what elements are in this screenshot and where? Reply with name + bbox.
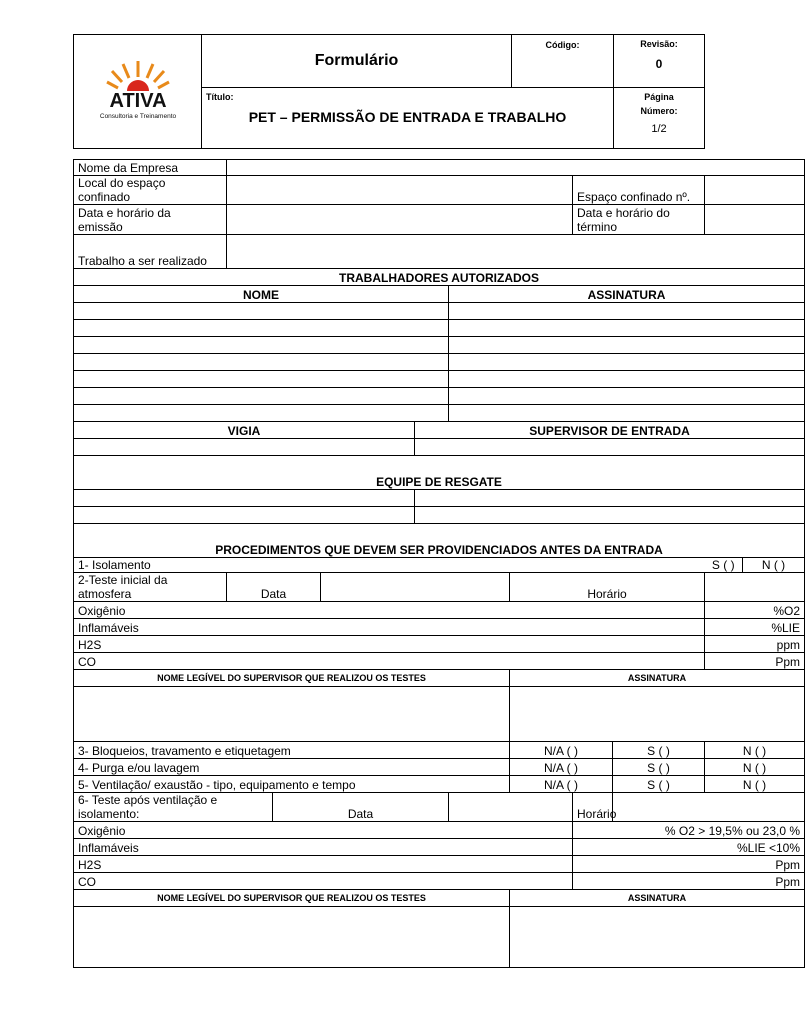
titulo-label: Título: <box>206 92 234 102</box>
bloqueios-n[interactable]: N ( ) <box>705 742 805 759</box>
spacer <box>74 524 805 541</box>
oxigenio-unit[interactable]: %O2 <box>705 602 805 619</box>
document-title: PET – PERMISSÃO DE ENTRADA E TRABALHO <box>248 109 567 125</box>
h2s-unit[interactable]: ppm <box>705 636 805 653</box>
ventilacao-na[interactable]: N/A ( ) <box>510 776 613 793</box>
h2s2-label: H2S <box>74 856 573 873</box>
bloqueios-label: 3- Bloqueios, travamento e etiquetagem <box>74 742 510 759</box>
vigia-field[interactable] <box>74 439 415 456</box>
assinatura-header: ASSINATURA <box>510 670 805 687</box>
isolamento-label: 1- Isolamento <box>74 558 705 573</box>
pagina-label: Página <box>644 92 674 102</box>
ventilacao-s[interactable]: S ( ) <box>613 776 705 793</box>
teste-apos-horario-label: Horário <box>573 793 613 822</box>
assinatura-field[interactable] <box>510 687 805 742</box>
termino-label: Data e horário do término <box>573 205 705 235</box>
assinatura2-header: ASSINATURA <box>510 890 805 907</box>
nome-supervisor2-field[interactable] <box>74 907 510 968</box>
oxigenio2-label: Oxigênio <box>74 822 573 839</box>
co2-label: CO <box>74 873 573 890</box>
trabalhador-nome-field[interactable] <box>74 405 449 422</box>
svg-text:ATIVA: ATIVA <box>108 90 167 112</box>
spacer <box>74 456 805 473</box>
oxigenio-label: Oxigênio <box>74 602 705 619</box>
empresa-label: Nome da Empresa <box>74 160 227 176</box>
procedimentos-title: PROCEDIMENTOS QUE DEVEM SER PROVIDENCIADOS ANTES DA ENTRADA <box>74 541 805 558</box>
inflamaveis2-limit[interactable]: %LIE <10% <box>573 839 805 856</box>
trabalhador-nome-field[interactable] <box>74 354 449 371</box>
logo-cell <box>74 35 202 149</box>
trabalhador-assinatura-field[interactable] <box>449 405 805 422</box>
revisao-label: Revisão: <box>640 39 678 49</box>
col-assinatura: ASSINATURA <box>449 286 805 303</box>
supervisor-field[interactable] <box>415 439 805 456</box>
pet-form <box>73 159 805 968</box>
trabalhador-assinatura-field[interactable] <box>449 354 805 371</box>
resgate-field[interactable] <box>415 490 805 507</box>
teste-inicial-horario-field[interactable] <box>705 573 805 602</box>
purga-label: 4- Purga e/ou lavagem <box>74 759 510 776</box>
emissao-label: Data e horário da emissão <box>74 205 227 235</box>
col-nome: NOME <box>74 286 449 303</box>
trabalhador-nome-field[interactable] <box>74 303 449 320</box>
equipe-title: EQUIPE DE RESGATE <box>74 473 805 490</box>
teste-inicial-horario-label: Horário <box>510 573 705 602</box>
purga-na[interactable]: N/A ( ) <box>510 759 613 776</box>
teste-apos-horario-field[interactable] <box>613 793 805 822</box>
purga-n[interactable]: N ( ) <box>705 759 805 776</box>
form-title: Formulário <box>202 35 512 88</box>
resgate-field[interactable] <box>74 490 415 507</box>
pagina-value: 1/2 <box>651 123 667 135</box>
teste-inicial-label: 2-Teste inicial da atmosfera <box>74 573 227 602</box>
co2-unit[interactable]: Ppm <box>573 873 805 890</box>
ventilacao-label: 5- Ventilação/ exaustão - tipo, equipamento e tempo <box>74 776 510 793</box>
assinatura2-field[interactable] <box>510 907 805 968</box>
espaco-no-label: Espaço confinado nº. <box>573 176 705 205</box>
nome-supervisor-header: NOME LEGÍVEL DO SUPERVISOR QUE REALIZOU OS TESTES <box>74 670 510 687</box>
nome-supervisor-field[interactable] <box>74 687 510 742</box>
inflamaveis2-label: Inflamáveis <box>74 839 573 856</box>
teste-apos-data-label: Data <box>273 793 449 822</box>
ventilacao-n[interactable]: N ( ) <box>705 776 805 793</box>
trabalhador-nome-field[interactable] <box>74 320 449 337</box>
supervisor-header: SUPERVISOR DE ENTRADA <box>415 422 805 439</box>
teste-inicial-data-field[interactable] <box>321 573 510 602</box>
bloqueios-na[interactable]: N/A ( ) <box>510 742 613 759</box>
resgate-field[interactable] <box>74 507 415 524</box>
trabalhador-assinatura-field[interactable] <box>449 388 805 405</box>
h2s-label: H2S <box>74 636 705 653</box>
isolamento-s[interactable]: S ( ) <box>705 558 743 573</box>
trabalho-label: Trabalho a ser realizado <box>74 235 227 269</box>
termino-field[interactable] <box>705 205 805 235</box>
trabalho-field[interactable] <box>227 235 805 269</box>
ativa-logo-icon <box>83 55 193 125</box>
co-label: CO <box>74 653 705 670</box>
isolamento-n[interactable]: N ( ) <box>743 558 805 573</box>
trabalhador-assinatura-field[interactable] <box>449 320 805 337</box>
inflamaveis-label: Inflamáveis <box>74 619 705 636</box>
h2s2-unit[interactable]: Ppm <box>573 856 805 873</box>
bloqueios-s[interactable]: S ( ) <box>613 742 705 759</box>
oxigenio2-limit[interactable]: % O2 > 19,5% ou 23,0 % <box>573 822 805 839</box>
nome-supervisor2-header: NOME LEGÍVEL DO SUPERVISOR QUE REALIZOU OS TESTES <box>74 890 510 907</box>
trabalhadores-title: TRABALHADORES AUTORIZADOS <box>74 269 805 286</box>
trabalhador-assinatura-field[interactable] <box>449 337 805 354</box>
resgate-field[interactable] <box>415 507 805 524</box>
co-unit[interactable]: Ppm <box>705 653 805 670</box>
revisao-value: 0 <box>655 57 663 71</box>
local-field[interactable] <box>227 176 573 205</box>
teste-inicial-data-label: Data <box>227 573 321 602</box>
local-label: Local do espaço confinado <box>74 176 227 205</box>
trabalhador-nome-field[interactable] <box>74 371 449 388</box>
inflamaveis-unit[interactable]: %LIE <box>705 619 805 636</box>
header-table: ATIVA Consultoria e Treinamento Formulário Código: Revisão: 0 Título: PET – PERMISSÃO DE ENTRADA E TRABALHO Página Número: 1/2 <box>73 34 705 149</box>
trabalhador-nome-field[interactable] <box>74 388 449 405</box>
trabalhador-nome-field[interactable] <box>74 337 449 354</box>
trabalhador-assinatura-field[interactable] <box>449 303 805 320</box>
purga-s[interactable]: S ( ) <box>613 759 705 776</box>
empresa-field[interactable] <box>227 160 805 176</box>
espaco-no-field[interactable] <box>705 176 805 205</box>
teste-apos-data-field[interactable] <box>449 793 573 822</box>
teste-apos-label: 6- Teste após ventilação e isolamento: <box>74 793 273 822</box>
vigia-header: VIGIA <box>74 422 415 439</box>
emissao-field[interactable] <box>227 205 573 235</box>
svg-text:Consultoria e Treinamento: Consultoria e Treinamento <box>99 113 176 120</box>
trabalhador-assinatura-field[interactable] <box>449 371 805 388</box>
codigo-label: Código: <box>545 40 580 50</box>
